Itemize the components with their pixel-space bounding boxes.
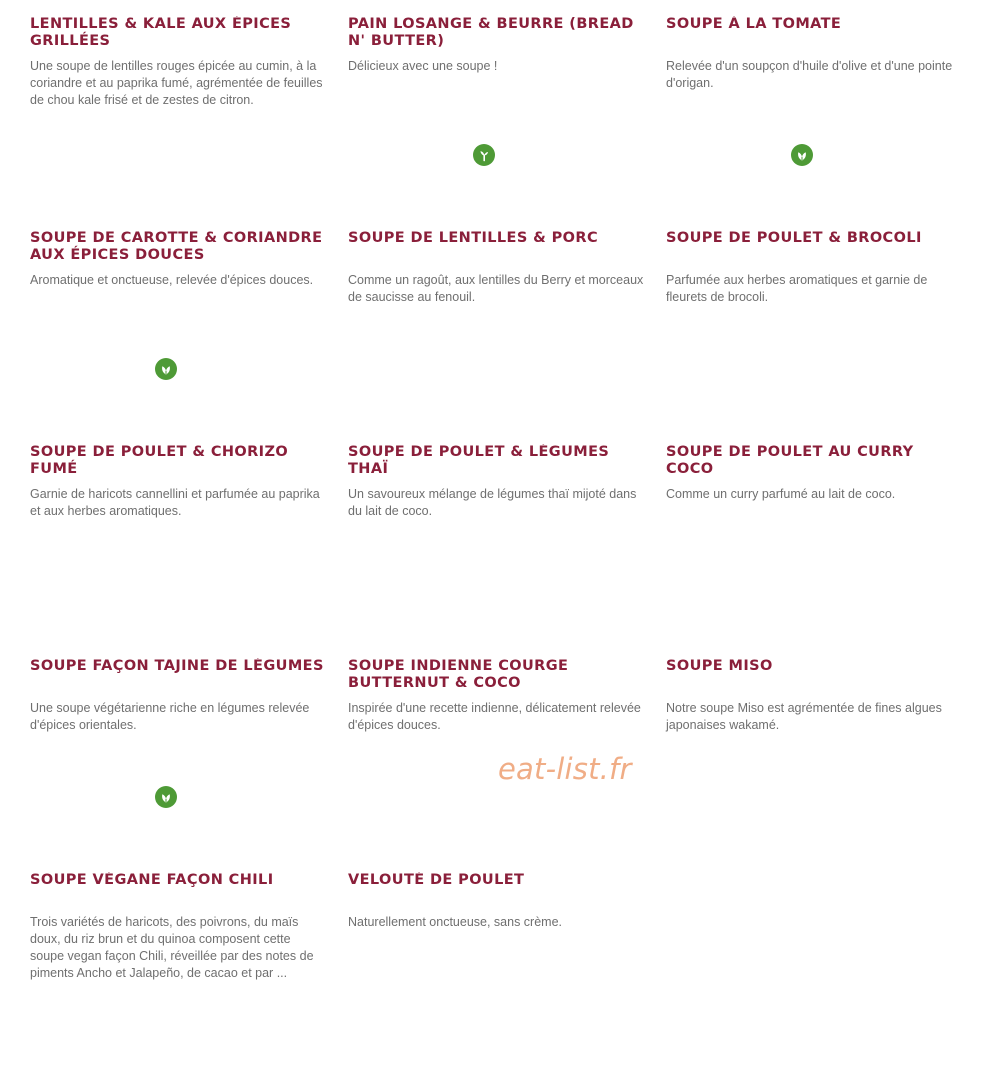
vegan-leaf-icon: [155, 786, 177, 808]
product-card[interactable]: [30, 658, 330, 872]
product-card[interactable]: [30, 444, 330, 658]
watermark: eat-list.fr: [498, 752, 632, 786]
product-title[interactable]: SOUPE INDIENNE COURGE BUTTERNUT & COCO: [348, 658, 569, 691]
product-title[interactable]: SOUPE FAÇON TAJINE DE LÉGUMES: [30, 658, 324, 674]
product-description: Naturellement onctueuse, sans crème.: [348, 915, 562, 929]
product-description: Comme un ragoût, aux lentilles du Berry et morceaux de saucisse au fenouil.: [348, 273, 644, 304]
product-card[interactable]: [30, 872, 330, 1086]
product-description: Garnie de haricots cannellini et parfumée au paprika et aux herbes aromatiques.: [30, 487, 320, 518]
product-card[interactable]: [666, 230, 966, 444]
product-description: Notre soupe Miso est agrémentée de fines algues japonaises wakamé.: [666, 701, 942, 732]
product-description: Inspirée d'une recette indienne, délicatement relevée d'épices douces.: [348, 701, 641, 732]
product-description: Trois variétés de haricots, des poivrons, du maïs doux, du riz brun et du quinoa composent cette soupe vegan façon Chili, réveillée par des notes de piments Ancho et Jalapeño, de cacao et par ...: [30, 915, 314, 980]
product-title[interactable]: SOUPE DE LENTILLES & PORC: [348, 230, 599, 246]
product-description: Une soupe de lentilles rouges épicée au cumin, à la coriandre et au paprika fumé, agrémentée de feuilles de chou kale frisé et de zestes de citron.: [30, 59, 323, 107]
product-description: Relevée d'un soupçon d'huile d'olive et d'une pointe d'origan.: [666, 59, 953, 90]
product-description: Comme un curry parfumé au lait de coco.: [666, 487, 896, 501]
product-description: Un savoureux mélange de légumes thaï mijoté dans du lait de coco.: [348, 487, 637, 518]
vegetarian-sprout-icon: [473, 144, 495, 166]
product-title[interactable]: SOUPE VÉGANE FAÇON CHILI: [30, 872, 274, 888]
vegan-leaf-icon: [791, 144, 813, 166]
product-card[interactable]: [348, 16, 648, 230]
product-title[interactable]: SOUPE DE POULET & BROCOLI: [666, 230, 922, 246]
product-card[interactable]: [666, 444, 966, 658]
product-card[interactable]: [348, 872, 648, 1086]
product-title[interactable]: SOUPE DE POULET AU CURRY COCO: [666, 444, 914, 477]
product-card[interactable]: [30, 230, 330, 444]
product-card[interactable]: [348, 444, 648, 658]
product-card[interactable]: [666, 16, 966, 230]
product-description: Aromatique et onctueuse, relevée d'épices douces.: [30, 273, 314, 287]
product-description: Parfumée aux herbes aromatiques et garnie de fleurets de brocoli.: [666, 273, 928, 304]
product-card[interactable]: [348, 230, 648, 444]
product-title[interactable]: SOUPE DE POULET & CHORIZO FUMÉ: [30, 444, 289, 477]
product-title[interactable]: VELOUTÉ DE POULET: [348, 872, 525, 888]
product-title[interactable]: LENTILLES & KALE AUX ÉPICES GRILLÉES: [30, 16, 292, 49]
product-card[interactable]: [666, 658, 966, 872]
product-title[interactable]: SOUPE DE POULET & LÉGUMES THAÏ: [348, 444, 610, 477]
product-title[interactable]: PAIN LOSANGE & BEURRE (BREAD N' BUTTER): [348, 16, 634, 49]
product-description: Une soupe végétarienne riche en légumes relevée d'épices orientales.: [30, 701, 310, 732]
product-description: Délicieux avec une soupe !: [348, 59, 498, 73]
product-title[interactable]: SOUPE DE CAROTTE & CORIANDRE AUX ÉPICES DOUCES: [30, 230, 323, 263]
product-grid: [30, 16, 970, 1086]
product-title[interactable]: SOUPE À LA TOMATE: [666, 16, 842, 32]
product-card[interactable]: [30, 16, 330, 230]
vegan-leaf-icon: [155, 358, 177, 380]
product-title[interactable]: SOUPE MISO: [666, 658, 773, 674]
